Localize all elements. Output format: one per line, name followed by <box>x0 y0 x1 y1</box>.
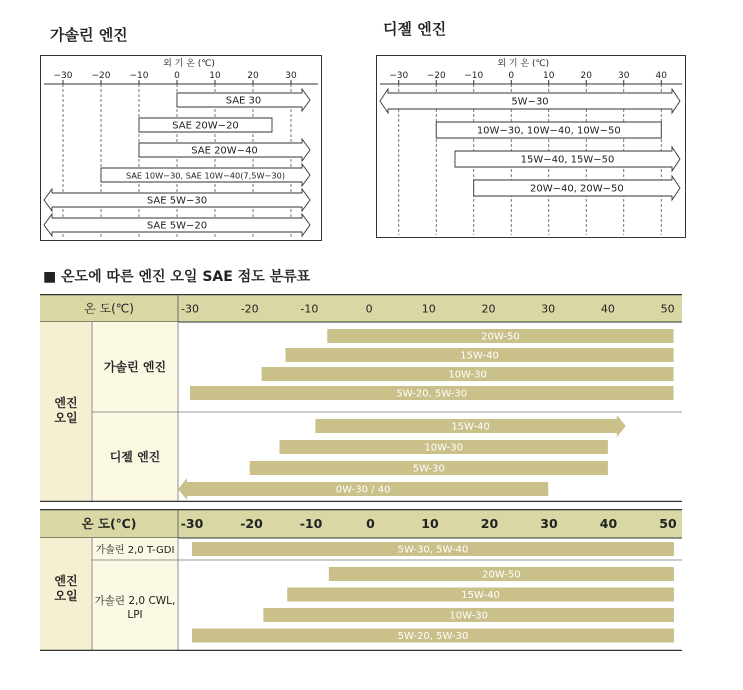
temperature-tick: 30 <box>540 516 558 531</box>
range-label: SAE 5W−20 <box>146 220 208 232</box>
gasoline-chart-title: 가솔린 엔진 <box>50 26 128 44</box>
range-label: 5W−30 <box>511 96 549 108</box>
range-label: SAE 20W−20 <box>172 120 239 132</box>
tick-label: 0 <box>508 71 515 81</box>
temperature-tick: 30 <box>541 302 556 316</box>
temperature-tick: 0 <box>365 302 373 316</box>
range-label: 10W−30, 10W−40, 10W−50 <box>476 125 621 137</box>
temperature-tick: 20 <box>481 302 496 316</box>
tick-label: 20 <box>247 71 259 81</box>
tick-label: 10 <box>209 71 221 81</box>
temperature-tick: 0 <box>366 516 375 531</box>
cwl-lpi-label: 가솔린 2,0 CWL, LPI <box>94 595 176 621</box>
gasoline-engine-label: 가솔린 엔진 <box>103 360 167 374</box>
temperature-tick: -20 <box>240 302 259 316</box>
temperature-tick: 20 <box>480 516 499 531</box>
diesel-engine-label: 디젤 엔진 <box>109 450 161 464</box>
diesel-chart-title: 디젤 엔진 <box>383 20 447 38</box>
t-gdi-label: 가솔린 2,0 T-GDI <box>95 545 175 556</box>
axis-label: 외 기 온 (℃) <box>163 59 215 69</box>
temperature-tick: 50 <box>660 302 675 316</box>
temperature-tick: 50 <box>659 516 677 531</box>
chart-frame <box>377 56 686 238</box>
viscosity-table-1 <box>40 294 682 502</box>
oil-range-label: 20W-50 <box>481 331 520 343</box>
oil-range-label: 10W-30 <box>424 442 463 454</box>
axis-label: 외 기 온 (℃) <box>497 59 550 69</box>
tick-label: 30 <box>618 71 630 81</box>
temperature-tick: 40 <box>600 302 615 316</box>
temperature-tick: -30 <box>180 516 204 531</box>
oil-range-label: 5W-20, 5W-30 <box>397 631 469 643</box>
temperature-tick: 10 <box>421 516 439 531</box>
range-label: SAE 10W−30, SAE 10W−40(7,5W−30) <box>125 170 286 181</box>
oil-range-label: 15W-40 <box>460 350 499 362</box>
tick-label: −30 <box>53 71 73 81</box>
oil-range-label: 10W-30 <box>449 610 488 622</box>
tick-label: −10 <box>464 71 484 81</box>
range-label: SAE 5W−30 <box>146 195 208 207</box>
temperature-tick: 10 <box>421 302 436 316</box>
oil-range-label: 15W-40 <box>461 590 500 602</box>
range-label: 15W−40, 15W−50 <box>520 154 615 166</box>
temperature-header: 온 도(℃) <box>81 516 137 531</box>
engine-oil-label: 엔진 오일 <box>54 574 78 603</box>
oil-range-label: 0W-30 / 40 <box>335 484 391 496</box>
range-label: SAE 20W−40 <box>191 145 258 157</box>
tick-label: −10 <box>129 71 149 81</box>
oil-range-label: 5W-20, 5W-30 <box>396 388 468 400</box>
tick-label: 40 <box>655 71 667 81</box>
range-label: 20W−40, 20W−50 <box>529 183 624 195</box>
tick-label: −30 <box>389 71 409 81</box>
gasoline-temperature-chart <box>40 55 322 241</box>
temperature-tick: -10 <box>300 302 319 316</box>
temperature-tick: 40 <box>599 516 618 531</box>
tick-label: 20 <box>580 71 592 81</box>
engine-oil-label: 엔진 오일 <box>54 396 78 425</box>
viscosity-table-2 <box>40 509 682 651</box>
oil-range-label: 10W-30 <box>448 369 487 381</box>
temperature-tick: -30 <box>181 302 199 316</box>
tick-label: 0 <box>174 71 180 81</box>
temperature-tick: -20 <box>240 516 263 531</box>
oil-range-label: 5W-30 <box>412 463 445 475</box>
oil-range-label: 5W-30, 5W-40 <box>397 544 469 556</box>
viscosity-table-title: ■ 온도에 따른 엔진 오일 SAE 점도 분류표 <box>43 269 311 285</box>
oil-range-label: 15W-40 <box>451 421 490 433</box>
oil-range-label: 20W-50 <box>482 569 521 581</box>
tick-label: 30 <box>285 71 297 81</box>
temperature-header: 온 도(℃) <box>84 301 134 316</box>
range-label: SAE 30 <box>225 95 262 107</box>
tick-label: −20 <box>91 71 111 81</box>
tick-label: 10 <box>543 71 555 81</box>
header-bar <box>40 294 682 322</box>
tick-label: −20 <box>426 71 446 81</box>
diesel-temperature-chart <box>376 55 686 238</box>
temperature-tick: -10 <box>299 516 323 531</box>
